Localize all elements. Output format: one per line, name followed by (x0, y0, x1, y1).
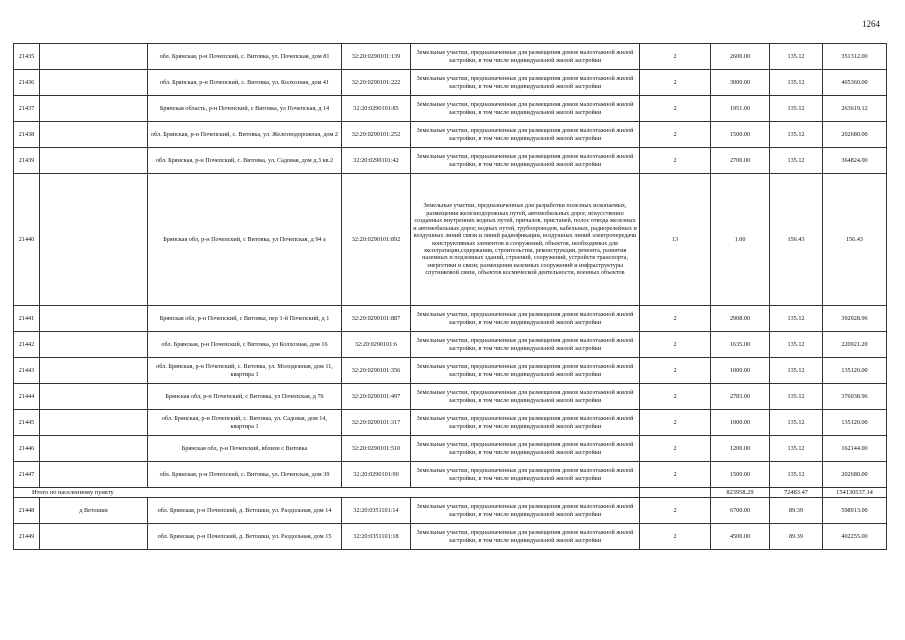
cell-rate: 135.12 (770, 96, 823, 122)
cell-value: 202680.00 (823, 122, 887, 148)
cell-class: 2 (640, 498, 711, 524)
empty-cell (40, 148, 148, 174)
cell-cadastral: 32:20:0351101:18 (342, 524, 411, 550)
cell-address: Брянская обл, р-н Почепский, с Витовка, пер 1-й Почепский, д 1 (148, 306, 342, 332)
row-number: 21448 (14, 498, 40, 524)
cadastral-value-table (13, 43, 887, 550)
total-row (14, 488, 887, 498)
cell-rate: 135.12 (770, 462, 823, 488)
cell-rate: 135.12 (770, 384, 823, 410)
cell-class: 2 (640, 306, 711, 332)
settlement-name: д Ветошки (40, 498, 148, 524)
cell-value: 392928.96 (823, 306, 887, 332)
table-row (14, 384, 887, 410)
table-row (14, 498, 887, 524)
cell-area: 1951.00 (711, 96, 770, 122)
cell-cadastral: 32:20:0290101:892 (342, 174, 411, 306)
cell-cadastral: 32:20:0290101:887 (342, 306, 411, 332)
cell-area: 2600.00 (711, 44, 770, 70)
cell-rate: 135.12 (770, 306, 823, 332)
cell-value: 135120.00 (823, 410, 887, 436)
parcel-rows (14, 44, 887, 488)
cell-area: 2783.00 (711, 384, 770, 410)
cell-address: обл. Брянская, р-н Почепский, с Витовка, ул Колхозная, дом 16 (148, 332, 342, 358)
empty-cell (40, 462, 148, 488)
empty-cell (40, 122, 148, 148)
cell-cadastral: 32:20:0290101:139 (342, 44, 411, 70)
cell-use: Земельные участки, предназначенные для размещения домов малоэтажной жилой застройки, в том числе индивидуальной жилой застройки (411, 306, 640, 332)
row-number: 21439 (14, 148, 40, 174)
cell-value: 156.43 (823, 174, 887, 306)
table-row (14, 122, 887, 148)
cell-class: 2 (640, 462, 711, 488)
cell-value: 364824.00 (823, 148, 887, 174)
cell-value: 162144.00 (823, 436, 887, 462)
cell-class: 2 (640, 436, 711, 462)
cell-value: 402255.00 (823, 524, 887, 550)
settlement-total (14, 488, 887, 498)
cell-use: Земельные участки, предназначенные для размещения домов малоэтажной жилой застройки, в том числе индивидуальной жилой застройки (411, 436, 640, 462)
cell-address: обл. Брянская, р-н Почепский, с. Витовка, ул. Садовая, дом 14, квартира 1 (148, 410, 342, 436)
cell-address: обл. Брянская, р-н Почепский, д. Ветошки, ул. Раздольная, дом 14 (148, 498, 342, 524)
cell-area: 1500.00 (711, 462, 770, 488)
cell-area: 3000.00 (711, 70, 770, 96)
empty-cell (40, 524, 148, 550)
cell-area: 4500.00 (711, 524, 770, 550)
total-class (640, 488, 711, 498)
cell-class: 2 (640, 410, 711, 436)
page-number: 1264 (862, 19, 880, 29)
cell-area: 1500.00 (711, 122, 770, 148)
cell-class: 13 (640, 174, 711, 306)
row-number: 21446 (14, 436, 40, 462)
cell-cadastral: 32:20:0290101:222 (342, 70, 411, 96)
cell-address: Брянская обл, р-н Почепский, вблизи с Витовка (148, 436, 342, 462)
cell-address: обл. Брянская, р-н Почепский, с. Витовка, ул. Железнодорожная, дом 2 (148, 122, 342, 148)
cell-class: 2 (640, 148, 711, 174)
cell-cadastral: 32:20:0290101:42 (342, 148, 411, 174)
cell-class: 2 (640, 44, 711, 70)
row-number: 21449 (14, 524, 40, 550)
empty-cell (40, 332, 148, 358)
cell-use: Земельные участки, предназначенные для размещения домов малоэтажной жилой застройки, в том числе индивидуальной жилой застройки (411, 524, 640, 550)
cell-class: 2 (640, 332, 711, 358)
cell-address: обл. Брянская, р-н Почепский, с. Витовка, ул. Почепская, дом 81 (148, 44, 342, 70)
row-number: 21442 (14, 332, 40, 358)
cell-use: Земельные участки, предназначенные для размещения домов малоэтажной жилой застройки, в том числе индивидуальной жилой застройки (411, 70, 640, 96)
total-label: Итого по населенному пункту (14, 488, 640, 498)
cell-area: 2908.00 (711, 306, 770, 332)
table-row (14, 524, 887, 550)
cell-address: обл. Брянская, р-н Почепский, с. Витовка, ул. Молодежная, дом 11, квартира 1 (148, 358, 342, 384)
total-area: 823958.29 (711, 488, 770, 498)
cell-rate: 135.12 (770, 410, 823, 436)
cell-use: Земельные участки, предназначенные для размещения домов малоэтажной жилой застройки, в том числе индивидуальной жилой застройки (411, 148, 640, 174)
cell-rate: 135.12 (770, 358, 823, 384)
cell-rate: 89.39 (770, 524, 823, 550)
cell-area: 1.00 (711, 174, 770, 306)
parcel-rows-2 (14, 498, 887, 550)
cell-use: Земельные участки, предназначенные для размещения домов малоэтажной жилой застройки, в том числе индивидуальной жилой застройки (411, 462, 640, 488)
cell-address: Брянская область, р-н Почепский, с Витовка, ул Почепская, д 14 (148, 96, 342, 122)
cell-value: 202680.00 (823, 462, 887, 488)
cell-value: 376038.96 (823, 384, 887, 410)
cell-value: 405360.00 (823, 70, 887, 96)
cell-rate: 135.12 (770, 436, 823, 462)
table-row (14, 306, 887, 332)
cell-value: 263619.12 (823, 96, 887, 122)
cell-cadastral: 32:20:0290101:85 (342, 96, 411, 122)
empty-cell (40, 174, 148, 306)
row-number: 21436 (14, 70, 40, 96)
cell-cadastral: 32:20:0290101:356 (342, 358, 411, 384)
empty-cell (40, 384, 148, 410)
cell-rate: 135.12 (770, 70, 823, 96)
cell-area: 6700.00 (711, 498, 770, 524)
empty-cell (40, 70, 148, 96)
cell-value: 135120.00 (823, 358, 887, 384)
cell-class: 2 (640, 524, 711, 550)
row-number: 21440 (14, 174, 40, 306)
cell-use: Земельные участки, предназначенные для размещения домов малоэтажной жилой застройки, в том числе индивидуальной жилой застройки (411, 332, 640, 358)
table-row (14, 174, 887, 306)
cell-value: 220921.20 (823, 332, 887, 358)
table-row (14, 96, 887, 122)
row-number: 21437 (14, 96, 40, 122)
total-rate: 72483.47 (770, 488, 823, 498)
cell-rate: 135.12 (770, 44, 823, 70)
empty-cell (40, 410, 148, 436)
cell-rate: 156.43 (770, 174, 823, 306)
cell-address: Брянская обл, р-н Почепский, с Витовка, ул Почепская, д 76 (148, 384, 342, 410)
table-row (14, 436, 887, 462)
cell-cadastral: 32:20:0290101:6 (342, 332, 411, 358)
table-row (14, 410, 887, 436)
row-number: 21443 (14, 358, 40, 384)
cell-area: 1635.00 (711, 332, 770, 358)
cell-use: Земельные участки, предназначенные для размещения домов малоэтажной жилой застройки, в том числе индивидуальной жилой застройки (411, 44, 640, 70)
cell-cadastral: 32:20:0290101:90 (342, 462, 411, 488)
cell-use: Земельные участки, предназначенные для размещения домов малоэтажной жилой застройки, в том числе индивидуальной жилой застройки (411, 384, 640, 410)
table-row (14, 462, 887, 488)
cell-use: Земельные участки, предназначенные для размещения домов малоэтажной жилой застройки, в том числе индивидуальной жилой застройки (411, 358, 640, 384)
empty-cell (40, 358, 148, 384)
cell-rate: 135.12 (770, 332, 823, 358)
cell-cadastral: 32:20:0290101:252 (342, 122, 411, 148)
cell-value: 598913.00 (823, 498, 887, 524)
cell-cadastral: 32:20:0290101:317 (342, 410, 411, 436)
row-number: 21444 (14, 384, 40, 410)
cell-cadastral: 32:20:0290101:497 (342, 384, 411, 410)
cell-class: 2 (640, 70, 711, 96)
cell-use: Земельные участки, предназначенные для разработки полезных ископаемых, размещения железнодорожных путей, автомобильных дорог, искусственно созданных внутренних водных путей, причалов, пристаней, полос отвода железных и автомобильных дорог, водных путей, трубопроводов, кабельных, радиорелейных и воздушных линий связи и линий радиофикации, воздушных линий электропередачи конструктивных элементов и сооружений, объектов, необходимых для эксплуатации,содержания, строительства, реконструкции, ремонта, развития наземных и подземных зданий, строений, сооружений, устройств транспорта, энергетики и связи; размещения наземных сооружений и инфраструктуры спутниковой связи, объектов космической деятельности, военных объектов (411, 174, 640, 306)
row-number: 21438 (14, 122, 40, 148)
table-row (14, 44, 887, 70)
cell-rate: 135.12 (770, 122, 823, 148)
cell-class: 2 (640, 96, 711, 122)
row-number: 21435 (14, 44, 40, 70)
cell-use: Земельные участки, предназначенные для размещения домов малоэтажной жилой застройки, в том числе индивидуальной жилой застройки (411, 498, 640, 524)
cell-class: 2 (640, 122, 711, 148)
cell-rate: 135.12 (770, 148, 823, 174)
cell-use: Земельные участки, предназначенные для размещения домов малоэтажной жилой застройки, в том числе индивидуальной жилой застройки (411, 122, 640, 148)
table-row (14, 358, 887, 384)
cell-rate: 89.39 (770, 498, 823, 524)
cell-cadastral: 32:20:0290101:510 (342, 436, 411, 462)
cell-use: Земельные участки, предназначенные для размещения домов малоэтажной жилой застройки, в том числе индивидуальной жилой застройки (411, 96, 640, 122)
table-row (14, 70, 887, 96)
cell-area: 2700.00 (711, 148, 770, 174)
cell-area: 1000.00 (711, 358, 770, 384)
cell-address: обл. Брянская, р-н Почепский, с. Витовка, ул. Почепская, дом 39 (148, 462, 342, 488)
row-number: 21447 (14, 462, 40, 488)
cell-address: Брянская обл, р-н Почепский, с Витовка, ул Почепская, д 94 а (148, 174, 342, 306)
cell-area: 1200.00 (711, 436, 770, 462)
cell-value: 351312.00 (823, 44, 887, 70)
cell-cadastral: 32:20:0351101:14 (342, 498, 411, 524)
table-row (14, 332, 887, 358)
table-row (14, 148, 887, 174)
row-number: 21445 (14, 410, 40, 436)
cell-class: 2 (640, 384, 711, 410)
empty-cell (40, 306, 148, 332)
empty-cell (40, 96, 148, 122)
cell-use: Земельные участки, предназначенные для размещения домов малоэтажной жилой застройки, в том числе индивидуальной жилой застройки (411, 410, 640, 436)
cell-address: обл. Брянская, р-н Почепский, д. Ветошки, ул. Раздольная, дом 15 (148, 524, 342, 550)
cell-class: 2 (640, 358, 711, 384)
cell-address: обл. Брянская, р-н Почепский, с. Витовка, ул. Садовая, дом д.3 кв.2 (148, 148, 342, 174)
cell-area: 1000.00 (711, 410, 770, 436)
empty-cell (40, 44, 148, 70)
row-number: 21441 (14, 306, 40, 332)
total-value: 154130537.14 (823, 488, 887, 498)
cell-address: обл. Брянская, р-н Почепский, с. Витовка, ул. Колхозная, дом 41 (148, 70, 342, 96)
empty-cell (40, 436, 148, 462)
